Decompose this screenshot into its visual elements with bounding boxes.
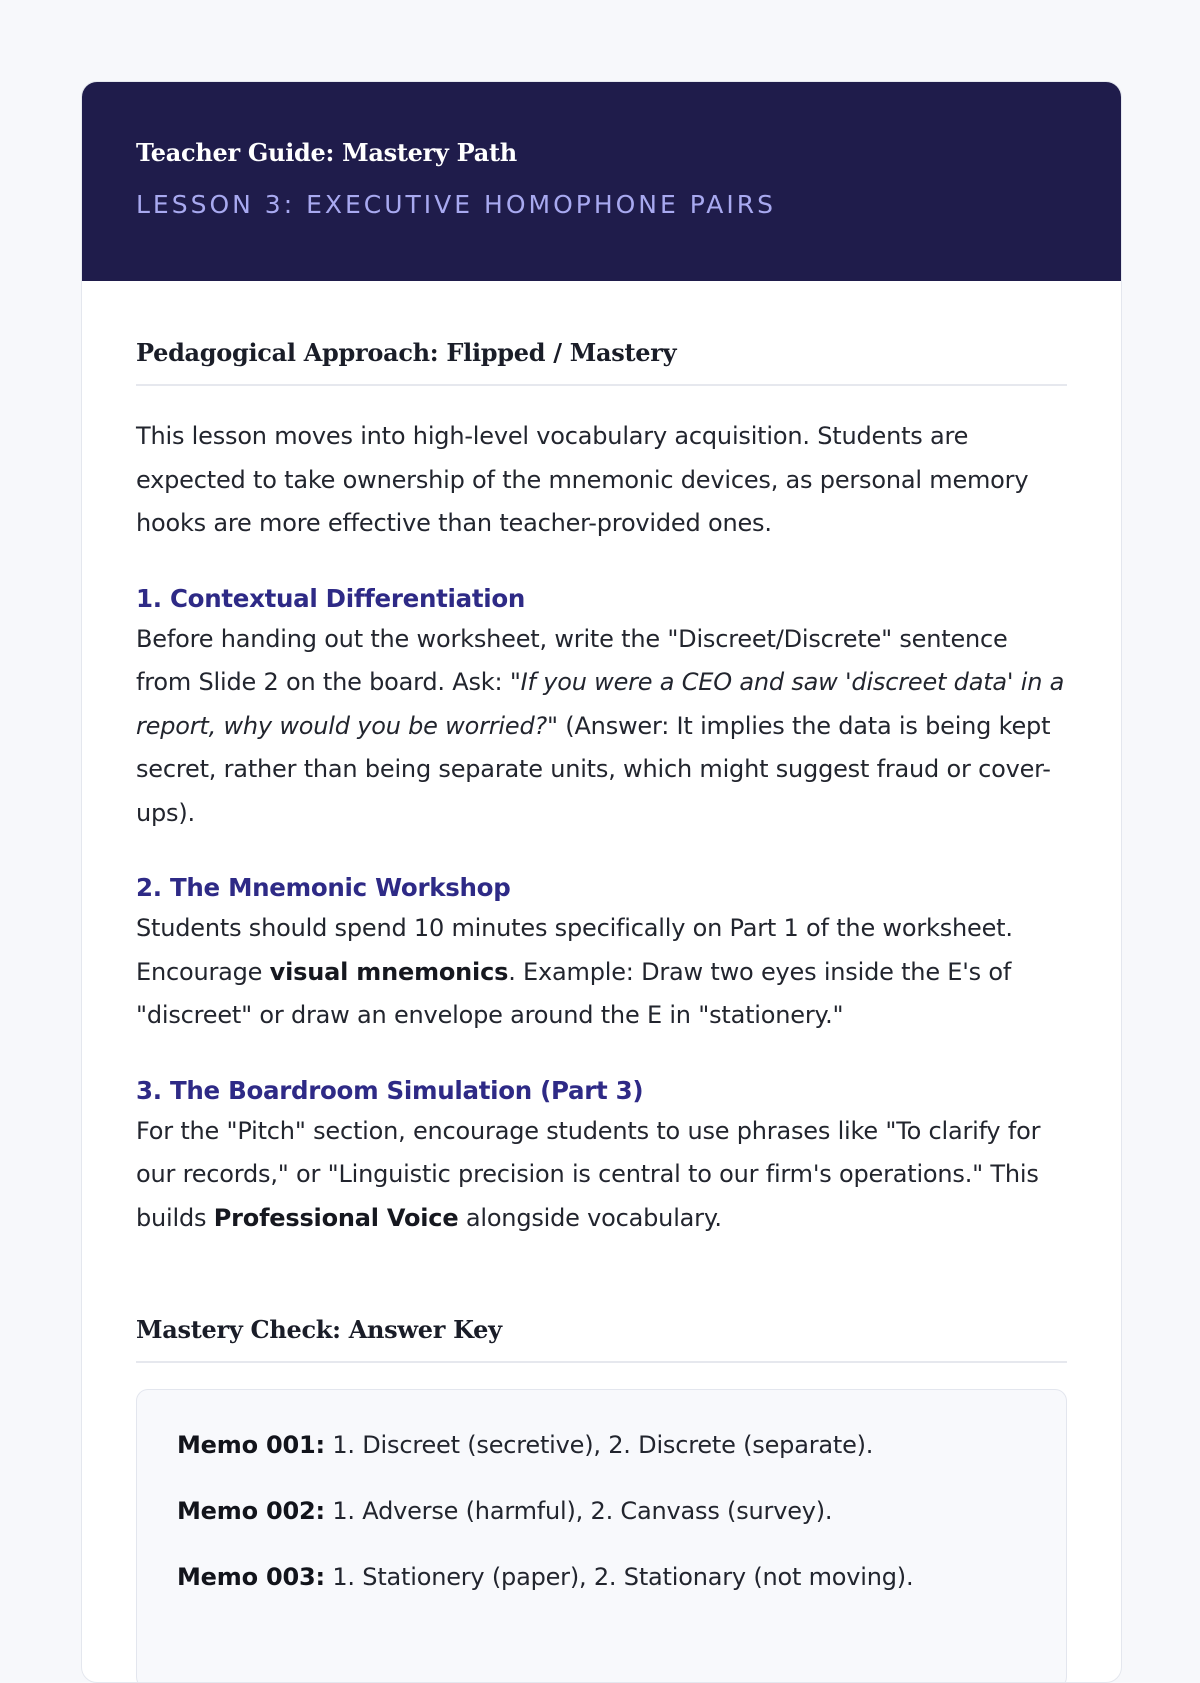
approach-heading: Pedagogical Approach: Flipped / Mastery xyxy=(136,338,1067,386)
step-text-part: Students should spend 10 minutes specifically on Part 1 of the worksheet. Encourage xyxy=(136,914,1013,986)
memo-label: Memo 002: xyxy=(177,1497,325,1525)
teacher-guide-card xyxy=(81,81,1122,1683)
memo-answer: 1. Discreet (secretive), 2. Discrete (separate). xyxy=(324,1431,874,1459)
step-emphasis: Professional Voice xyxy=(213,1203,459,1232)
answer-key-box xyxy=(136,1389,1067,1683)
card-body xyxy=(82,338,1121,1683)
memo-label: Memo 001: xyxy=(177,1431,325,1459)
guide-title: Teacher Guide: Mastery Path xyxy=(136,138,517,167)
step-title: 1. Contextual Differentiation xyxy=(136,583,526,613)
step-text-part: For the "Pitch" section, encourage students to use phrases like "To clarify for our records," or "Linguistic precision is central to our firm's operations." This builds xyxy=(136,1116,1041,1232)
step-contextual-differentiation xyxy=(136,584,1067,836)
approach-intro: This lesson moves into high-level vocabulary acquisition. Students are expected to take ownership of the mnemonic devices, as personal memory hooks are more effective than teacher-provided ones. xyxy=(136,422,1029,537)
memo-label: Memo 003: xyxy=(177,1563,325,1591)
step-title: 3. The Boardroom Simulation (Part 3) xyxy=(136,1075,644,1105)
card-header xyxy=(82,82,1121,281)
step-text-part: (Answer: It implies the data is being kept secret, rather than being separate units, which might suggest fraud or cover-ups). xyxy=(136,711,1051,827)
step-text-part: Before handing out the worksheet, write the "Discreet/Discrete" sentence from Slide 2 on the board. Ask: xyxy=(136,624,1008,696)
step-text-part: . Example: Draw two eyes inside the E's of "discreet" or draw an envelope around the E in "stationery." xyxy=(136,957,1012,1029)
lesson-subtitle: LESSON 3: EXECUTIVE HOMOPHONE PAIRS xyxy=(136,190,776,219)
memo-answer: 1. Adverse (harmful), 2. Canvass (survey). xyxy=(324,1497,833,1525)
answer-key-heading: Mastery Check: Answer Key xyxy=(136,1315,1067,1363)
step-emphasis: visual mnemonics xyxy=(269,957,509,986)
answer-key-row xyxy=(177,1562,1026,1592)
memo-answer: 1. Stationery (paper), 2. Stationary (not moving). xyxy=(324,1563,914,1591)
answer-key-row xyxy=(177,1430,1026,1460)
step-text-part: alongside vocabulary. xyxy=(458,1203,722,1232)
answer-key-row xyxy=(177,1496,1026,1526)
step-boardroom-simulation xyxy=(136,1076,1067,1241)
step-quote: "If you were a CEO and saw 'discreet data' in a report, why would you be worried?" xyxy=(136,668,1065,740)
step-text xyxy=(136,907,1067,1038)
step-text xyxy=(136,1110,1067,1241)
step-text xyxy=(136,618,1067,836)
step-title: 2. The Mnemonic Workshop xyxy=(136,873,511,902)
step-mnemonic-workshop xyxy=(136,873,1067,1038)
